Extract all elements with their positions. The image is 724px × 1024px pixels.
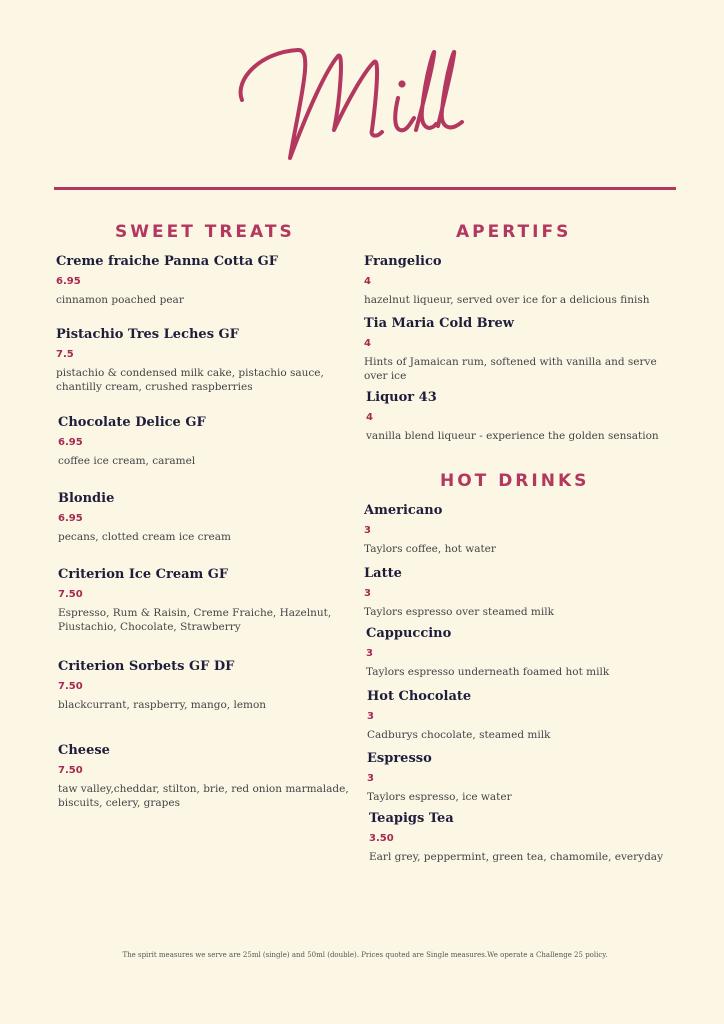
menu-item — [364, 566, 664, 619]
item-price: 7.50 — [58, 589, 83, 600]
item-name: Frangelico — [364, 254, 442, 269]
item-price: 3.50 — [369, 833, 394, 844]
item-description: hazelnut liqueur, served over ice for a delicious finish — [364, 294, 650, 306]
item-price: 6.95 — [58, 437, 83, 448]
item-price: 7.5 — [56, 349, 74, 360]
menu-item — [364, 503, 664, 556]
item-description: pecans, clotted cream ice cream — [58, 531, 231, 543]
item-price: 4 — [364, 338, 371, 349]
item-description: taw valley,cheddar, stilton, brie, red onion marmalade, biscuits, celery, grapes — [58, 783, 349, 809]
item-description: Hints of Jamaican rum, softened with vanilla and serve over ice — [364, 356, 657, 382]
item-description: cinnamon poached pear — [56, 294, 184, 306]
item-name: Cheese — [58, 743, 110, 758]
item-name: Liquor 43 — [366, 390, 437, 405]
item-name: Pistachio Tres Leches GF — [56, 327, 239, 342]
menu-item — [56, 254, 356, 307]
menu-item — [58, 491, 358, 544]
menu-item — [364, 254, 664, 307]
item-name: Teapigs Tea — [369, 811, 454, 826]
item-description: coffee ice cream, caramel — [58, 455, 196, 467]
item-price: 3 — [367, 773, 374, 784]
item-name: Americano — [364, 503, 443, 518]
header-divider — [54, 187, 676, 190]
item-name: Tia Maria Cold Brew — [364, 316, 514, 331]
item-description: Taylors espresso underneath foamed hot milk — [366, 666, 610, 678]
item-price: 3 — [364, 588, 371, 599]
item-price: 7.50 — [58, 681, 83, 692]
apertifs-title: APERTIFS — [456, 222, 572, 242]
item-price: 3 — [367, 711, 374, 722]
item-name: Criterion Sorbets GF DF — [58, 659, 235, 674]
item-description: Cadburys chocolate, steamed milk — [367, 729, 551, 741]
menu-item — [58, 567, 358, 634]
hot-drinks-title: HOT DRINKS — [440, 471, 590, 491]
menu-item — [58, 743, 358, 810]
item-price: 7.50 — [58, 765, 83, 776]
item-name: Espresso — [367, 751, 432, 766]
item-price: 6.95 — [56, 276, 81, 287]
item-name: Latte — [364, 566, 402, 581]
menu-item — [364, 316, 664, 383]
item-name: Cappuccino — [366, 626, 452, 641]
item-name: Blondie — [58, 491, 115, 506]
mill-logo — [230, 40, 470, 165]
item-name: Creme fraiche Panna Cotta GF — [56, 254, 278, 269]
footer-note: The spirit measures we serve are 25ml (single) and 50ml (double). Prices quoted are Single measures.We operate a Challenge 25 policy. — [122, 951, 608, 959]
menu-item — [58, 415, 358, 468]
sweet-treats-title: SWEET TREATS — [115, 222, 295, 242]
menu-item — [369, 811, 669, 864]
item-name: Criterion Ice Cream GF — [58, 567, 229, 582]
item-description: Earl grey, peppermint, green tea, chamomile, everyday — [369, 851, 663, 863]
item-description: vanilla blend liqueur - experience the golden sensation — [366, 430, 659, 442]
menu-item — [58, 659, 358, 712]
item-description: Taylors espresso over steamed milk — [364, 606, 554, 618]
item-name: Chocolate Delice GF — [58, 415, 206, 430]
menu-item — [367, 689, 667, 742]
item-price: 4 — [366, 412, 373, 423]
item-price: 3 — [366, 648, 373, 659]
item-description: blackcurrant, raspberry, mango, lemon — [58, 699, 267, 711]
item-price: 3 — [364, 525, 371, 536]
item-description: Taylors coffee, hot water — [364, 543, 496, 555]
menu-item — [366, 626, 666, 679]
item-description: Espresso, Rum & Raisin, Creme Fraiche, Hazelnut, Piustachio, Chocolate, Strawberry — [58, 607, 332, 633]
item-description: Taylors espresso, ice water — [367, 791, 512, 803]
menu-item — [366, 390, 666, 443]
item-price: 4 — [364, 276, 371, 287]
item-description: pistachio & condensed milk cake, pistachio sauce, chantilly cream, crushed raspberries — [56, 367, 324, 393]
item-name: Hot Chocolate — [367, 689, 472, 704]
menu-item — [367, 751, 667, 804]
menu-item — [56, 327, 356, 394]
item-price: 6.95 — [58, 513, 83, 524]
